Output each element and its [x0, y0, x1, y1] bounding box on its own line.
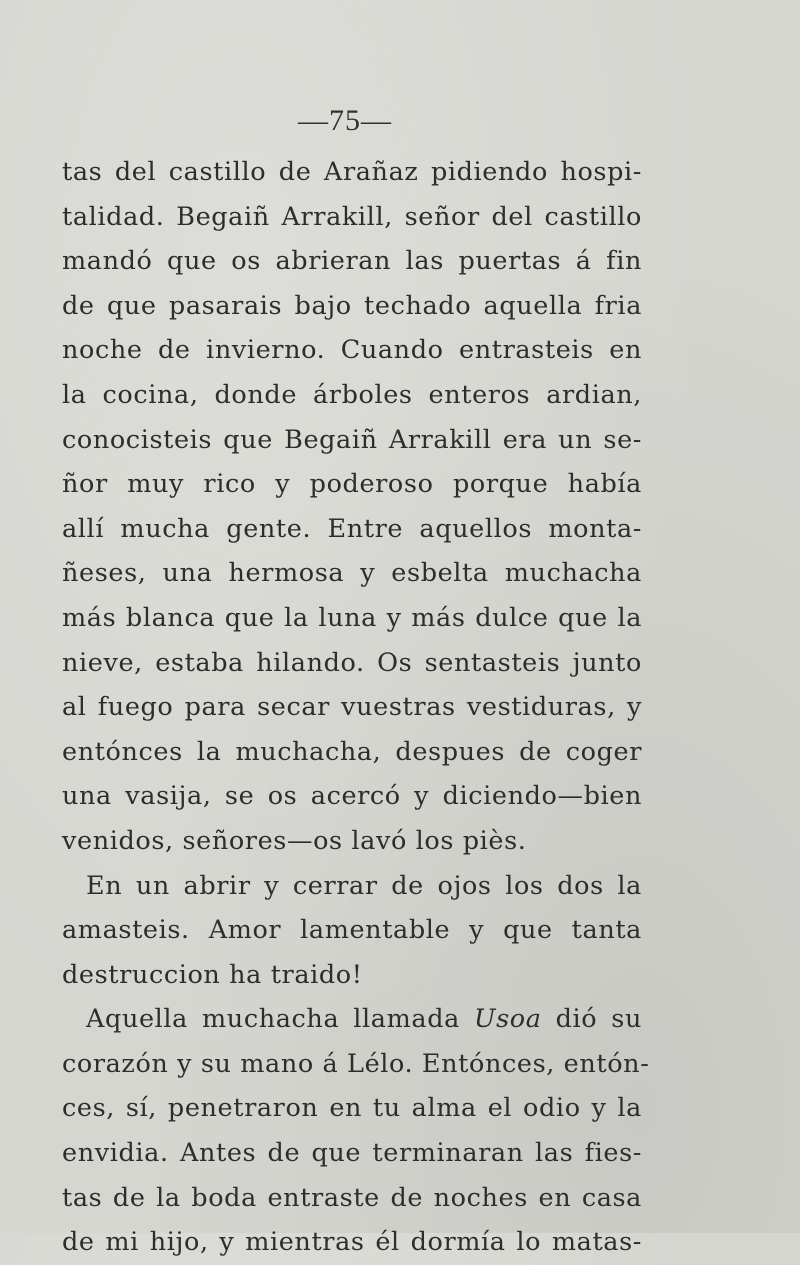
italic-name-usoa: Usoa	[473, 1004, 542, 1035]
text-line: de mi hijo, y mientras él dormía lo matas-	[62, 1227, 642, 1258]
text-line: la cocina, donde árboles enteros ardian,	[62, 379, 642, 410]
text-line: corazón y su mano á Lélo. Entónces, entón-	[62, 1048, 650, 1079]
text-line: conocisteis que Begaiñ Arrakill era un se-	[62, 424, 642, 455]
text-line: noche de invierno. Cuando entrasteis en	[62, 335, 642, 366]
text-line: una vasija, se os acercó y diciendo—bien	[62, 781, 642, 812]
text-line: amasteis. Amor lamentable y que tanta	[62, 915, 642, 946]
text-line: más blanca que la luna y más dulce que la	[62, 602, 642, 633]
text-line: al fuego para secar vuestras vestiduras, y	[62, 692, 642, 723]
text-line: de que pasarais bajo techado aquella fria	[62, 290, 642, 321]
text-line: nieve, estaba hilando. Os sentasteis junto	[62, 647, 642, 678]
text-line: tas del castillo de Arañaz pidiendo hospi-	[62, 157, 642, 187]
text-line: En un abrir y cerrar de ojos los dos la	[86, 870, 642, 901]
text-line: allí mucha gente. Entre aquellos monta-	[62, 513, 642, 544]
text-line: destruccion ha traido!	[62, 959, 363, 990]
text-line: ces, sí, penetraron en tu alma el odio y la	[62, 1093, 642, 1124]
text-line: ñor muy rico y poderoso porque había	[62, 469, 642, 500]
text-line: envidia. Antes de que terminaran las fies-	[62, 1138, 642, 1169]
text-span: dió su	[541, 1004, 642, 1035]
page-number: —75—	[298, 104, 392, 137]
body-text	[62, 150, 650, 1265]
text-line: entónces la muchacha, despues de coger	[62, 736, 642, 767]
text-line: talidad. Begaiñ Arrakill, señor del castillo	[62, 201, 642, 232]
text-line: mandó que os abrieran las puertas á fin	[62, 246, 642, 277]
text-span: Aquella muchacha llamada	[86, 1004, 474, 1035]
text-line: ñeses, una hermosa y esbelta muchacha	[62, 558, 642, 589]
text-line	[62, 997, 642, 1042]
text-line: venidos, señores—os lavó los piès.	[62, 825, 527, 856]
text-line: tas de la boda entraste de noches en casa	[62, 1182, 642, 1213]
